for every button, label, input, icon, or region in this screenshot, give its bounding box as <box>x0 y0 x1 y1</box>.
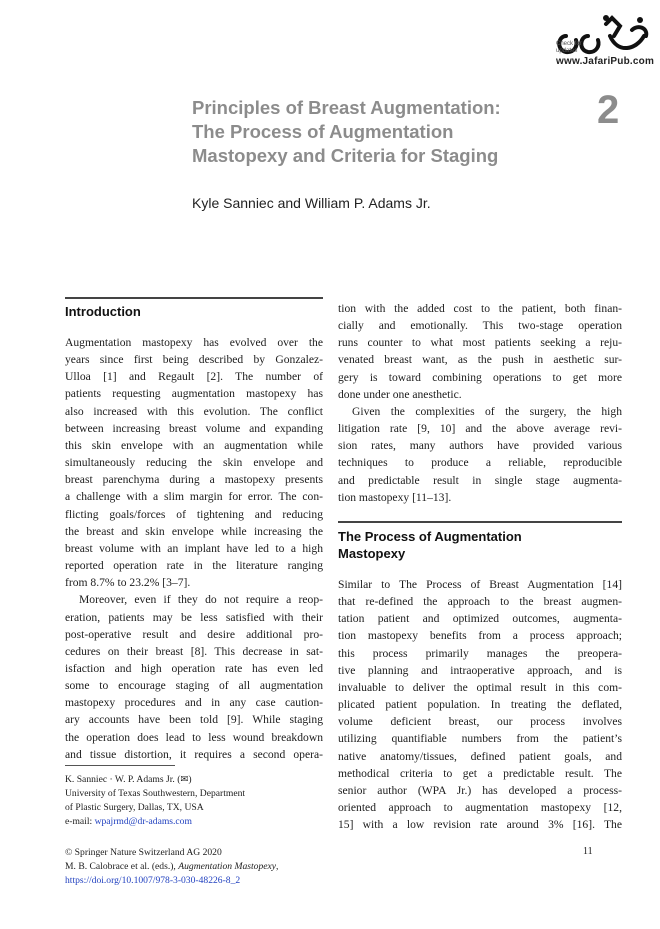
text-line: oriented approach to augmentation mastopexy [12, <box>338 801 622 815</box>
footnote-affiliation-1: University of Texas Southwestern, Department <box>65 788 246 799</box>
section-rule-right <box>338 521 622 523</box>
right-column-text-top <box>338 300 622 506</box>
citation-line: M. B. Calobrace et al. (eds.), Augmentation Mastopexy, <box>65 861 279 872</box>
text-line: native anatomy/tissues, defined patient goals, and <box>338 749 622 763</box>
text-line: mastopexy procedures and in any case caution- <box>65 696 323 710</box>
text-line: that re-defined the approach to the breast augmen- <box>338 595 622 609</box>
text-line: Moreover, even if they do not require a reop- <box>79 593 323 607</box>
email-link[interactable]: wpajrmd@dr-adams.com <box>94 816 192 827</box>
footnote-affiliation-2: of Plastic Surgery, Dallas, TX, USA <box>65 802 204 813</box>
process-paragraph <box>338 576 622 833</box>
check-updates-badge[interactable]: Check for updates <box>556 41 582 54</box>
chapter-number: 2 <box>597 88 620 132</box>
right-paragraph-2 <box>338 403 622 506</box>
text-line: utilizing quantifiable numbers from the patient’s <box>338 732 622 746</box>
intro-paragraph-2 <box>65 591 323 763</box>
text-line: methodical criteria to get a predictable result. The <box>338 766 622 780</box>
text-line: also increased with this evolution. The conflict <box>65 404 323 418</box>
text-line: post-operative result and desire additional pro- <box>65 627 323 641</box>
intro-paragraph-1 <box>65 334 323 591</box>
chapter-authors: Kyle Sanniec and William P. Adams Jr. <box>192 195 431 211</box>
heading-introduction: Introduction <box>65 304 141 319</box>
text-line: and tissue distortion, it requires a second opera- <box>65 747 323 761</box>
text-line: invaluable to deliver the optimal result in this com- <box>338 680 622 694</box>
publication-info <box>65 846 278 888</box>
right-paragraph-1 <box>338 300 622 403</box>
text-line: senior author (WPA Jr.) has developed a process- <box>338 783 622 797</box>
text-line: breast volume with an implant have led to a high <box>65 541 323 555</box>
text-line: patients requesting augmentation mastopexy has <box>65 387 323 401</box>
text-line: volume deficient breast, our process involves <box>338 715 622 729</box>
page-number: 11 <box>583 846 593 857</box>
text-line: litigation rate [9, 10] and the above average revi- <box>338 422 622 436</box>
text-line: flicting goals/forces of tightening and reducing <box>65 507 323 521</box>
text-line: some to encourage staging of all augmentation <box>65 679 323 693</box>
text-line: Ulloa [1] and Regault [2]. The number of <box>65 370 323 384</box>
doi-link[interactable]: https://doi.org/10.1007/978-3-030-48226-8_2 <box>65 875 241 886</box>
text-line: done under one anesthetic. <box>338 387 462 401</box>
text-line: eration, patients may be less satisfied with their <box>65 610 323 624</box>
chapter-title-line-3: Mastopexy and Criteria for Staging <box>192 145 499 166</box>
book-title: Augmentation Mastopexy <box>178 861 277 872</box>
text-line: this skin envelope with an augmentation while <box>65 438 323 452</box>
text-line: Similar to The Process of Breast Augmentation [14] <box>338 578 622 591</box>
chapter-title <box>192 96 572 168</box>
section-rule-left <box>65 297 323 299</box>
text-line: Given the complexities of the surgery, the high <box>352 404 622 418</box>
text-line: a challenge with a slim margin for error. The con- <box>65 490 323 504</box>
heading-process-line-1: The Process of Augmentation <box>338 529 522 544</box>
text-line: reported operation rate in the literature ranging <box>65 559 323 573</box>
text-line: between increasing breast volume and expanding <box>65 421 323 435</box>
right-column-text-bottom <box>338 576 622 833</box>
text-line: techniques to produce a reliable, reproducible <box>338 456 622 470</box>
text-line: from 8.7% to 23.2% [3–7]. <box>65 576 191 590</box>
text-line: sion rates, many authors have provided various <box>338 439 622 453</box>
footnote-authors: K. Sanniec · W. P. Adams Jr. (✉) <box>65 774 192 785</box>
heading-process-line-2: Mastopexy <box>338 546 406 561</box>
text-line: the operation does lead to less wound breakdown <box>65 730 323 744</box>
author-footnote <box>65 773 245 829</box>
text-line: gery is toward combining operations to get more <box>338 370 622 384</box>
text-line: venated breast want, as the push in aesthetic sur- <box>338 353 622 367</box>
text-line: breast parenchyma during a mastopexy presents <box>65 473 323 487</box>
editors-text: M. B. Calobrace et al. (eds.), <box>65 861 179 872</box>
text-line: the breast and skin envelope while increasing the <box>65 524 323 538</box>
left-column-text <box>65 334 323 763</box>
text-line: plicated patient population. In treating the deflated, <box>338 698 622 712</box>
chapter-title-line-1: Principles of Breast Augmentation: <box>192 97 501 118</box>
text-line: years since first being described by Gonzalez- <box>65 353 323 367</box>
footnote-email-row <box>65 815 245 829</box>
text-line: this process primarily manages the preopera- <box>338 646 622 660</box>
text-line: ary accounts have been told [9]. While staging <box>65 713 323 727</box>
email-label: e-mail: <box>65 816 95 827</box>
heading-process <box>338 528 522 562</box>
text-line: isfaction and high operation rate has even led <box>65 661 323 675</box>
text-line: and predictable result in single stage augmenta- <box>338 473 622 487</box>
chapter-title-line-2: The Process of Augmentation <box>192 121 454 142</box>
text-line: 15] with a low revision rate around 3% [16]. The <box>338 818 622 832</box>
text-line: tion mastopexy [11–13]. <box>338 490 452 504</box>
watermark-site-text: www.JafariPub.com <box>556 56 655 67</box>
text-line: tive planning and intraoperative approach, and is <box>338 663 622 677</box>
text-line: tation patient and optimized outcomes, augmenta- <box>338 612 622 626</box>
copyright-line: © Springer Nature Switzerland AG 2020 <box>65 847 222 858</box>
text-line: runs counter to what most patients seeking a reju- <box>338 336 622 350</box>
text-line: tion with the added cost to the patient, both finan- <box>338 302 622 315</box>
text-line: simultaneously reducing the skin envelope and <box>65 456 323 470</box>
text-line: Augmentation mastopexy has evolved over the <box>65 336 323 349</box>
footnote-rule <box>65 765 175 766</box>
text-line: tion mastopexy benefits from a process approach; <box>338 629 622 643</box>
text-line: cedures on their breast [8]. This decrease in sat- <box>65 644 323 658</box>
text-line: cially and emotionally. This two-stage operation <box>338 319 622 333</box>
